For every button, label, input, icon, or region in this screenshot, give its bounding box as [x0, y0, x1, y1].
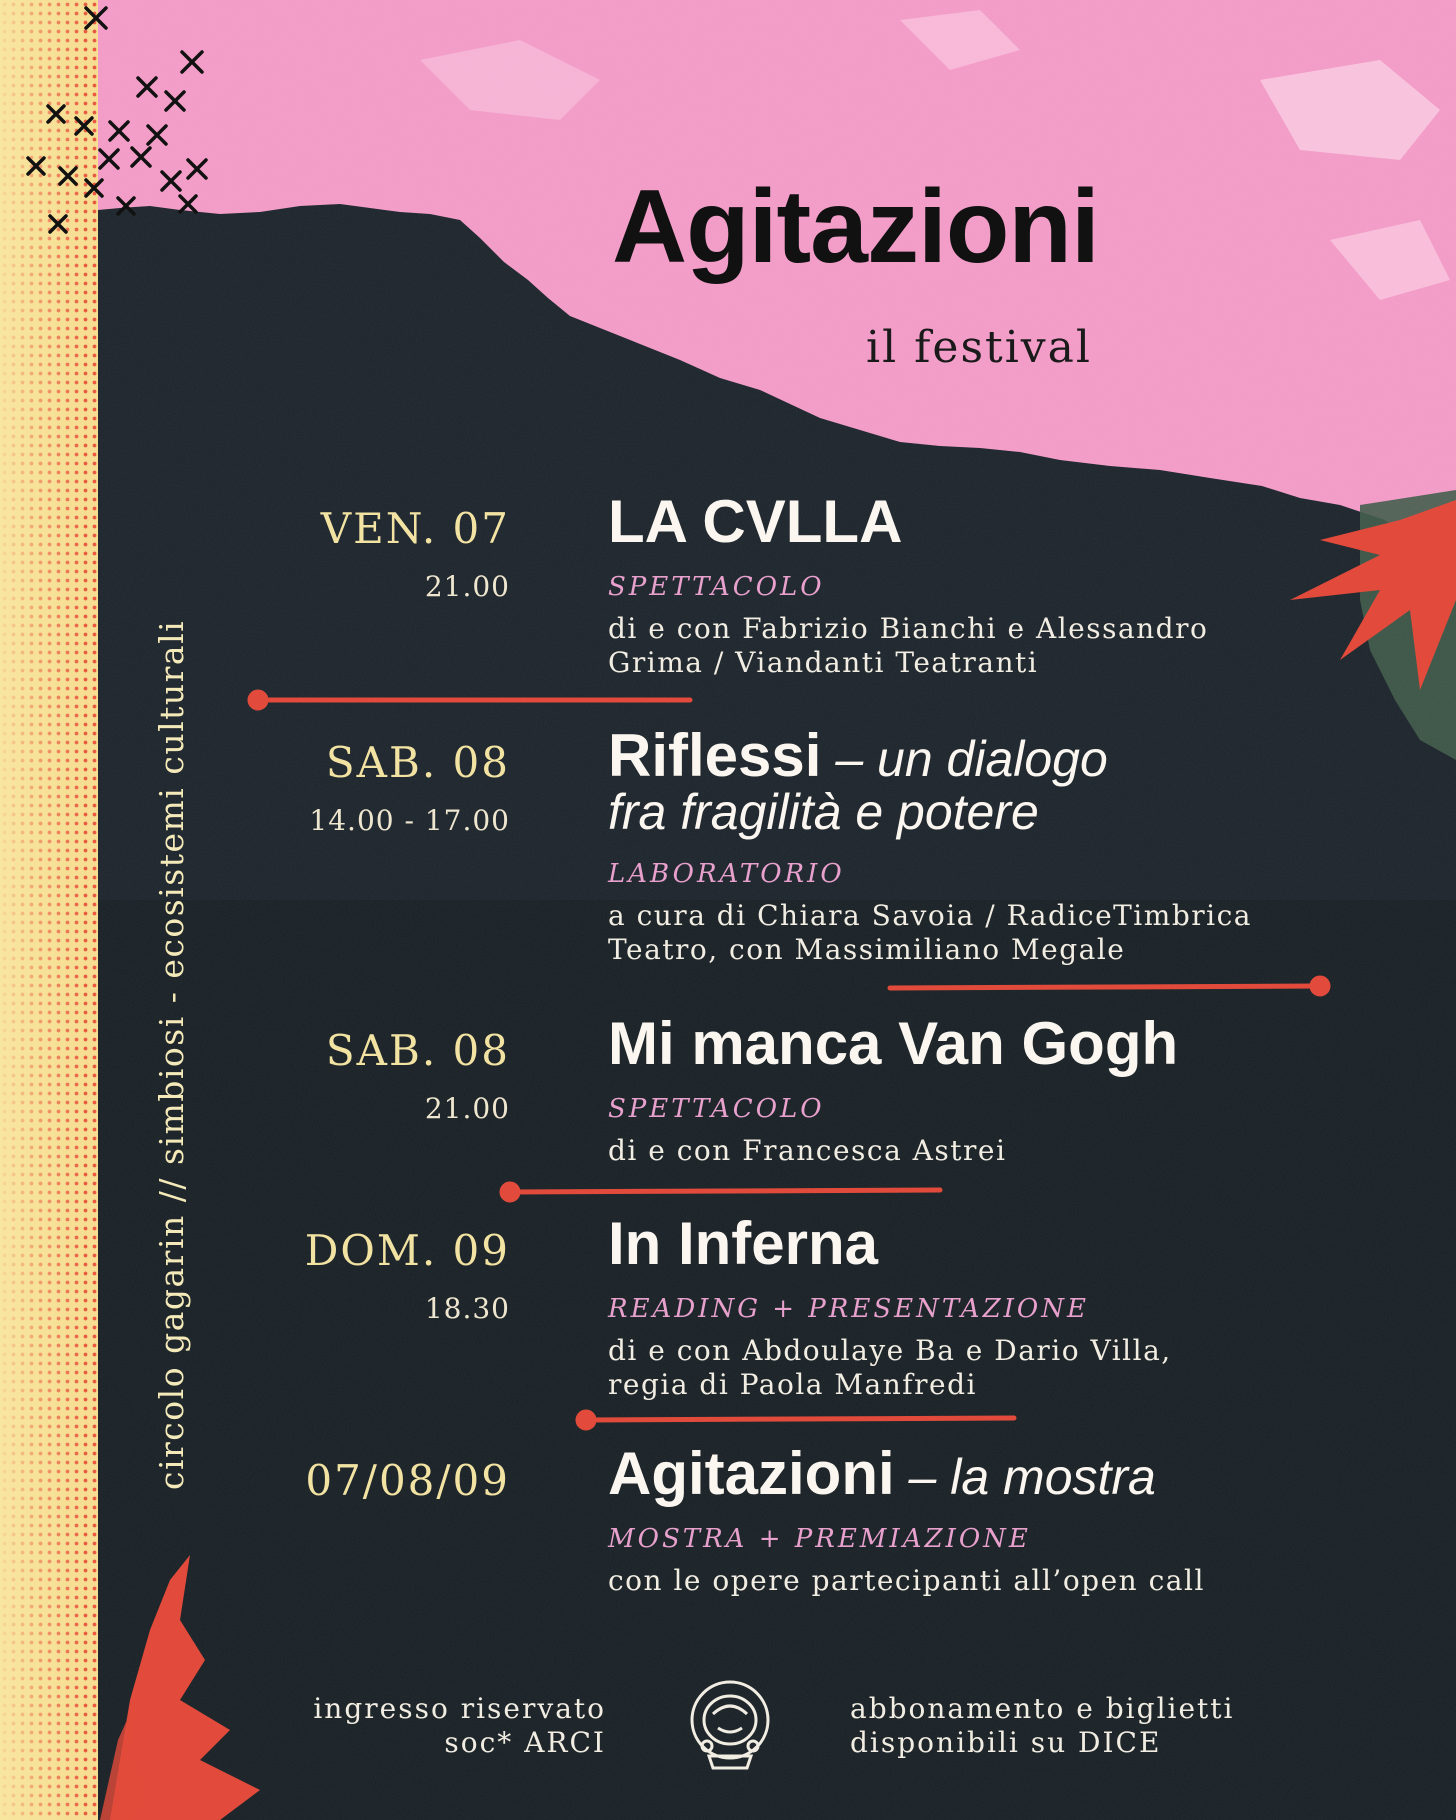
event-title-main: LA CVLLA	[608, 488, 903, 555]
event-description	[608, 1334, 1348, 1402]
event-title-extra: – la mostra	[894, 1449, 1156, 1505]
event-description	[608, 1134, 1348, 1168]
page-subtitle: il festival	[866, 322, 1092, 373]
event-title-main: Mi manca Van Gogh	[608, 1010, 1179, 1077]
event-category: READING + PRESENTAZIONE	[608, 1294, 1089, 1324]
event-title	[608, 1210, 1348, 1277]
event-category: SPETTACOLO	[608, 572, 825, 602]
event-content	[608, 1440, 1348, 1598]
event-content	[608, 1210, 1348, 1402]
event-time: 14.00 - 17.00	[309, 804, 510, 837]
event-title	[608, 1010, 1348, 1077]
event-title-extra: – un dialogo	[821, 731, 1108, 787]
footer-entry-info	[313, 1692, 606, 1760]
event-content	[608, 1010, 1348, 1168]
page-title: Agitazioni	[612, 169, 1099, 285]
footer-tickets-info	[850, 1692, 1235, 1760]
event-description	[608, 899, 1348, 967]
event-title-line2: fra fragilità e potere	[608, 784, 1039, 840]
event-title-main: Riflessi	[608, 722, 822, 789]
event-date: SAB. 08	[325, 1026, 510, 1075]
side-tagline: circolo gagarin // simbiosi - ecosistemi culturali	[152, 619, 191, 1490]
astronaut-helmet-icon	[685, 1676, 775, 1772]
event-title-main: Agitazioni	[608, 1440, 895, 1507]
event-description	[608, 1564, 1348, 1598]
footer-line: soc* ARCI	[444, 1726, 606, 1759]
event-time: 21.00	[424, 1092, 510, 1125]
event-description-line: Teatro, con Massimiliano Megale	[608, 932, 1126, 966]
event-time: 18.30	[424, 1292, 510, 1325]
event-description-line: regia di Paola Manfredi	[608, 1368, 977, 1401]
footer-line: disponibili su DICE	[850, 1726, 1162, 1759]
event-title-main: In Inferna	[608, 1210, 879, 1277]
footer-line: abbonamento e biglietti	[850, 1692, 1235, 1725]
event-description-line: a cura di Chiara Savoia / RadiceTimbrica	[608, 898, 1252, 932]
event-category: LABORATORIO	[608, 858, 845, 889]
event-description	[608, 612, 1348, 680]
event-time: 21.00	[424, 570, 510, 603]
event-title	[608, 1440, 1348, 1507]
event-description-line: Grima / Viandanti Teatranti	[608, 646, 1039, 679]
event-date: DOM. 09	[304, 1226, 510, 1275]
event-date: SAB. 08	[325, 738, 510, 787]
event-content	[608, 722, 1348, 967]
footer-line: ingresso riservato	[313, 1692, 606, 1725]
event-description-line: di e con Fabrizio Bianchi e Alessandro	[608, 612, 1209, 645]
event-date: 07/08/09	[305, 1456, 510, 1505]
event-date: VEN. 07	[320, 504, 510, 553]
event-title	[608, 722, 1348, 789]
event-description-line: di e con Abdoulaye Ba e Dario Villa,	[608, 1334, 1172, 1367]
event-description-line: con le opere partecipanti all’open call	[608, 1564, 1205, 1597]
event-category: SPETTACOLO	[608, 1094, 825, 1124]
event-description-line: di e con Francesca Astrei	[608, 1134, 1007, 1167]
event-category: MOSTRA + PREMIAZIONE	[608, 1524, 1031, 1554]
event-title	[608, 488, 1348, 555]
event-content	[608, 488, 1348, 680]
